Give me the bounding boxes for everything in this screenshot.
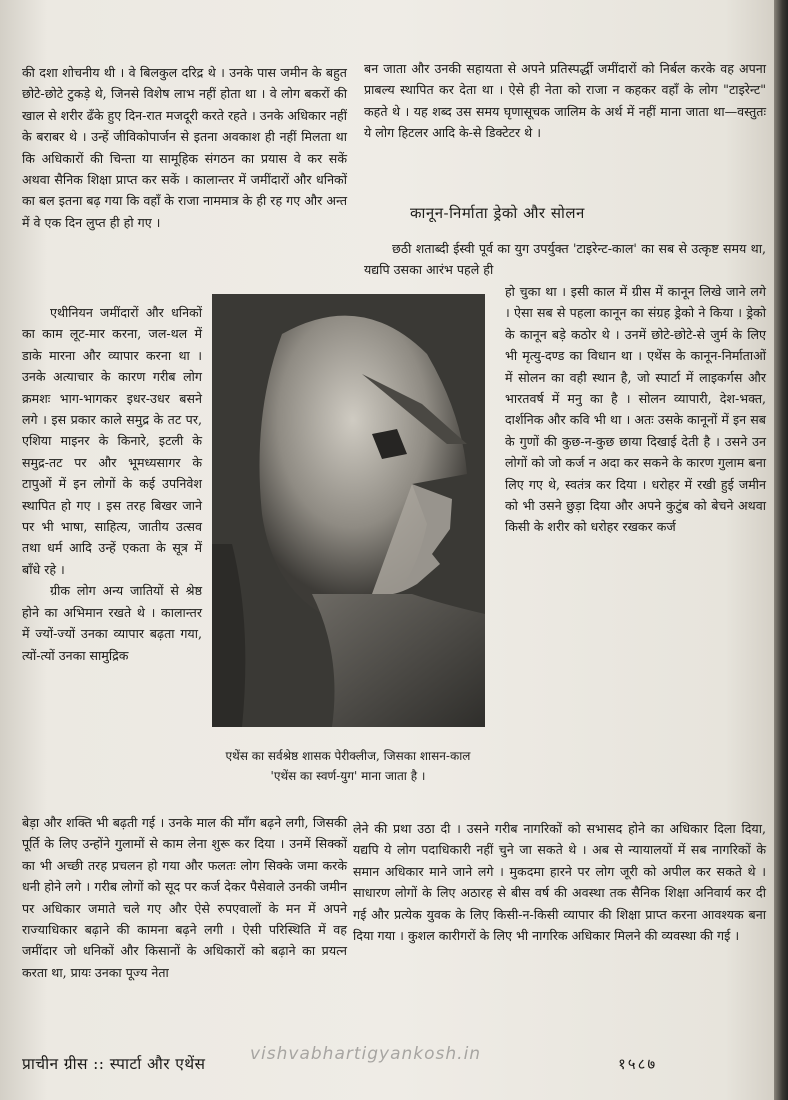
right-intro-text <box>364 238 766 281</box>
left-paragraph-1: की दशा शोचनीय थी । वे बिलकुल दरिद्र थे । उनके पास जमीन के बहुत छोटे-छोटे टुकड़े थे, जिनसे विशेष लाभ नहीं होता था । वे लोग बकरों की खाल से शरीर ढँके हुए दिन-रात मजदूरी करते रहते । उनके अधिकार नहीं के बराबर थे । उन्हें जीविकोपार्जन से इतना अवकाश ही नहीं मिलता था कि अधिकारों की चिन्ता या सामूहिक संगठन का प्रयास वे कर सकें अथवा सैनिक शिक्षा प्राप्त कर सकें । कालान्तर में जमींदारों और धनिकों का बल इतना बढ़ गया कि वहाँ के राजा नाममात्र के ही रह गए और अन्त में वे एक दिन लुप्त ही हो गए । <box>22 65 347 230</box>
bottom-left-paragraph: बेड़ा और शक्ति भी बढ़ती गई । उनके माल की माँग बढ़ने लगी, जिसकी पूर्ति के लिए उन्होंने गुलामों से काम लेना शुरू कर दिया । उनमें सिक्कों का भी अच्छी तरह प्रचलन हो गया और फलतः लोग सिक्के जमा करके धनी होने लगे । गरीब लोगों को सूद पर कर्ज देकर पैसेवाले उनकी जमीन पर अधिकार जमाते चले गए और ऐसे रुपएवालों के मन में अपने राज्याधिकार बढ़ाने की कामना बढ़ने लगी । ऐसी परिस्थिति में वह जमींदार जो धनिकों और किसानों के अधिकारों को बढ़ाने का प्रयत्न करता था, प्रायः उनका पूज्य नेता <box>22 815 347 980</box>
figure-caption: एथेंस का सर्वश्रेष्ठ शासक पेरीक्लीज, जिसका शासन-काल 'एथेंस का स्वर्ण-युग' माना जाता है । <box>225 749 471 783</box>
right-intro-paragraph: छठी शताब्दी ईस्वी पूर्व का युग उपर्युक्त 'टाइरेन्ट-काल' का सब से उत्कृष्ट समय था, यद्यपि उसका आरंभ पहले ही <box>364 241 766 278</box>
website-watermark: vishvabhartigyankosh.in <box>250 1044 482 1064</box>
right-narrow-column <box>505 281 766 538</box>
right-top-text <box>364 58 766 144</box>
page-number: १५८७ <box>618 1055 658 1073</box>
right-top-paragraph: बन जाता और उनकी सहायता से अपने प्रतिस्पर्द्धी जमींदारों को निर्बल करके वह अपना प्राबल्य स्थापित कर देता था । ऐसे ही नेता को राजा न कहकर वहाँ के लोग "टाइरेन्ट" कहते थे । यह शब्द उस समय घृणासूचक जालिम के अर्थ में नहीं माना जाता था—वस्तुतः ये लोग हिटलर आदि के-से डिक्टेटर थे । <box>364 61 766 141</box>
left-paragraph-2: एथीनियन जमींदारों और धनिकों का काम लूट-मार करना, जल-थल में डाके मारना और व्यापार करना था । उनके अत्याचार के कारण गरीब लोग क्रमशः भाग-भागकर इधर-उधर बसने लगे । इस प्रकार काले समुद्र के तट पर, एशिया माइनर के किनारे, इटली के समुद्र-तट पर और भूमध्यसागर के टापुओं में इन लोगों के कई उपनिवेश स्थापित हो गए । इस तरह बिखर जाने पर भी भाषा, साहित्य, जातीय उत्सव तथा धर्म आदि उन्हें एकता के सूत्र में बाँधे रहे । <box>22 305 202 577</box>
right-column-paragraph: हो चुका था । इसी काल में ग्रीस में कानून लिखे जाने लगे । ऐसा सब से पहला कानून का संग्रह ड्रेको ने किया । ड्रेको के कानून बड़े कठोर थे । उनमें छोटे-छोटे-से जुर्म के लिए भी मृत्यु-दण्ड का विधान था । एथेंस के कानून-निर्माताओं में सोलन का वही स्थान है, जो स्पार्टा में लाइकर्गस और भारतवर्ष में मनु का है । सोलन व्यापारी, देश-भक्त, दार्शनिक और कवि भी था । अतः उसके कानूनों में इन सब के गुणों की कुछ-न-कुछ छाया दिखाई देती है । उसने उन लोगों को जो कर्ज न अदा कर सकने के कारण गुलाम बना लिए गए थे, स्वतंत्र कर दिया । धरोहर में रखी हुई जमीन को भी उसने छुड़ा दिया और अपने कुटुंब को बेचने अथवा किसी के शरीर को धरोहर रखकर कर्ज <box>505 284 766 535</box>
bottom-right-text <box>353 818 766 946</box>
section-heading: कानून-निर्माता ड्रेको और सोलन <box>410 204 585 222</box>
left-paragraph-3: ग्रीक लोग अन्य जातियों से श्रेष्ठ होने का अभिमान रखते थे । कालान्तर में ज्यों-ज्यों उनका व्यापार बढ़ता गया, त्यों-त्यों उनका सामुद्रिक <box>22 583 202 663</box>
pericles-bust-photo <box>212 294 485 727</box>
bottom-left-text <box>22 812 347 983</box>
bust-illustration <box>212 294 485 727</box>
book-title-footer: प्राचीन ग्रीस :: स्पार्टा और एथेंस <box>22 1055 206 1073</box>
page-binding-shadow <box>774 0 788 1100</box>
left-narrow-column <box>22 302 202 666</box>
bottom-right-paragraph: लेने की प्रथा उठा दी । उसने गरीब नागरिकों को सभासद होने का अधिकार दिला दिया, यद्यपि ये लोग पदाधिकारी नहीं चुने जा सकते थे । अब से न्यायालयों में सब नागरिकों के समान अधिकार माने जाने लगे । मुकदमा हारने पर लोग जूरी को अपील कर सकते थे । साधारण लोगों के लिए अठारह से बीस वर्ष की अवस्था तक सैनिक शिक्षा अनिवार्य कर दी गई और प्रत्येक युवक के लिए किसी-न-किसी व्यापार की शिक्षा प्राप्त करना आवश्यक बना दिया गया । कुशल कारीगरों के लिए भी नागरिक अधिकार मिलने की व्यवस्था की गई । <box>353 821 766 944</box>
left-column-text <box>22 62 347 233</box>
